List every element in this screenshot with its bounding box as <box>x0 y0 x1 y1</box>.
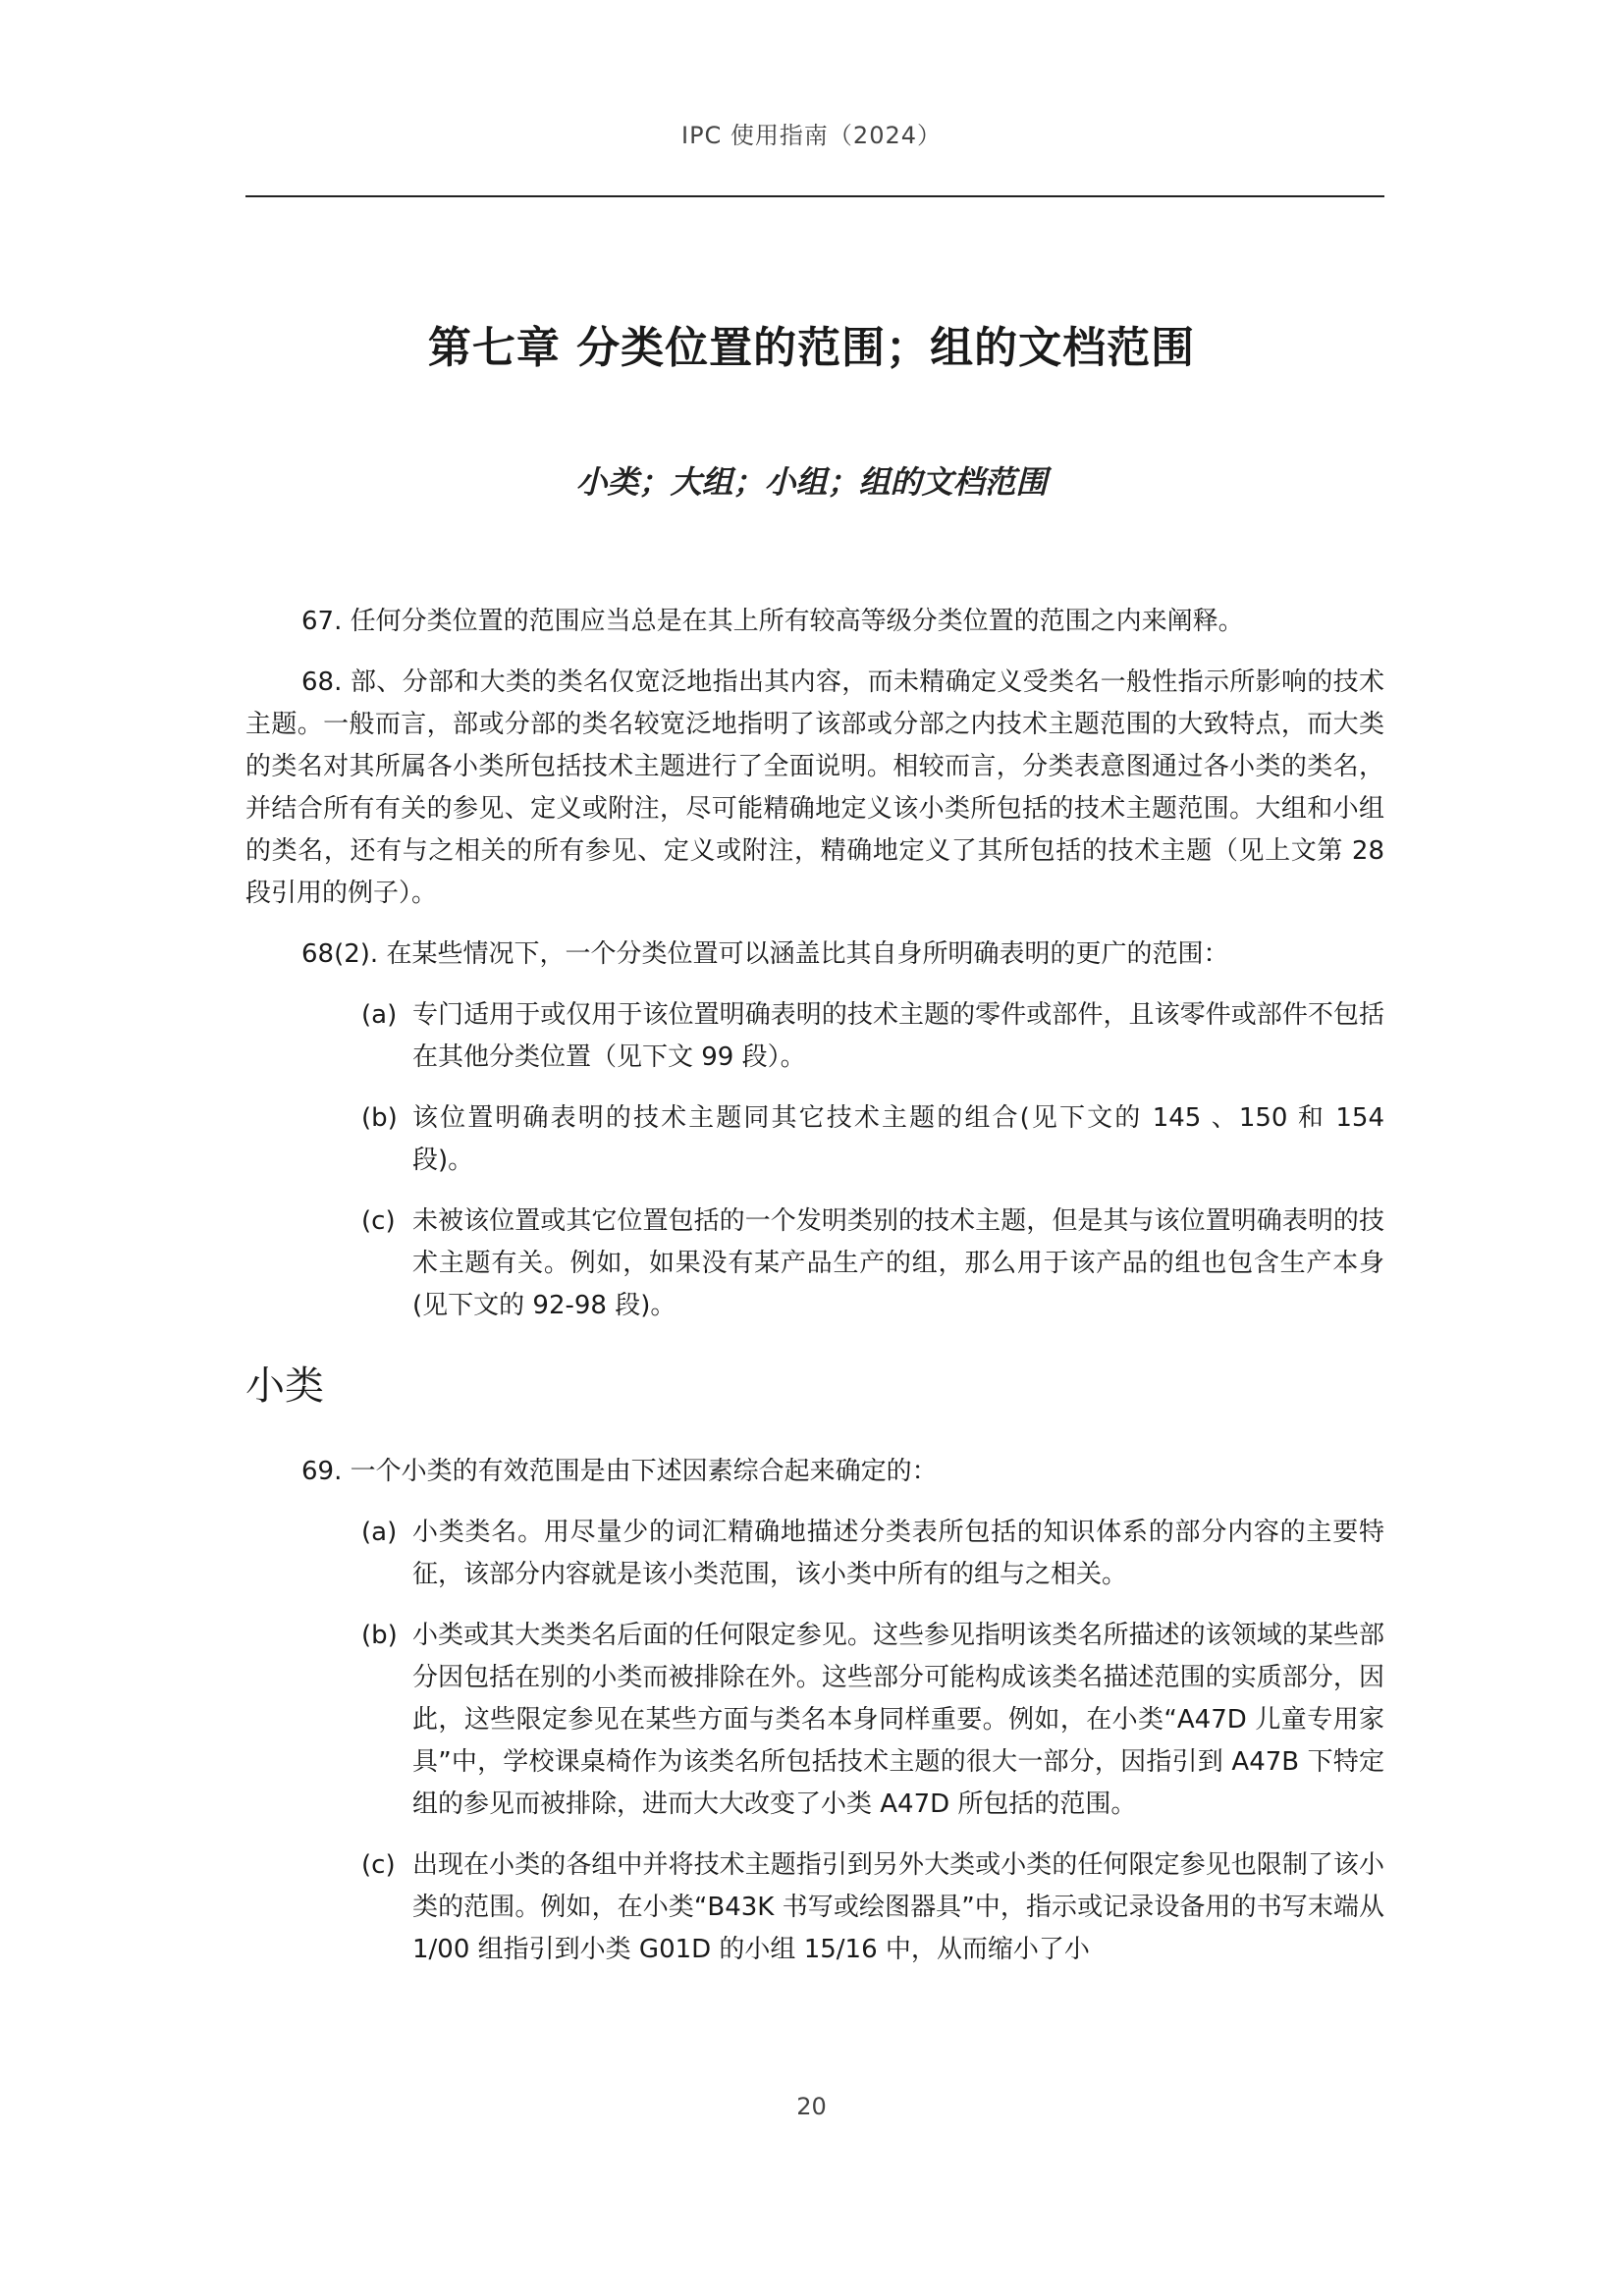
list-item-68-2-c <box>245 1201 1384 1327</box>
list-item-text: 出现在小类的各组中并将技术主题指引到另外大类或小类的任何限定参见也限制了该小类的范围。例如，在小类“B43K 书写或绘图器具”中，指示或记录设备用的书写末端从 1/00 组指引到小类 G01D 的小组 15/16 中，从而缩小了小 <box>412 1850 1384 1964</box>
list-item-label: (a) <box>361 1000 398 1030</box>
paragraph-67: 67. 任何分类位置的范围应当总是在其上所有较高等级分类位置的范围之内来阐释。 <box>301 607 1244 636</box>
list-item-label: (a) <box>361 1518 398 1547</box>
chapter-title: 第七章 分类位置的范围；组的文档范围 <box>427 323 1196 373</box>
paragraph-68-2: 68(2). 在某些情况下，一个分类位置可以涵盖比其自身所明确表明的更广的范围： <box>301 939 1229 969</box>
list-item-69-b <box>245 1615 1384 1826</box>
list-item-label: (c) <box>361 1850 396 1880</box>
list-item-69-c <box>245 1844 1384 1971</box>
chapter-subtitle: 小类；大组；小组；组的文档范围 <box>575 463 1048 501</box>
list-item-text: 该位置明确表明的技术主题同其它技术主题的组合(见下文的 145 、150 和 154 段)。 <box>412 1103 1384 1175</box>
list-item-text: 专门适用于或仅用于该位置明确表明的技术主题的零件或部件，且该零件或部件不包括在其他分类位置（见下文 99 段）。 <box>412 1000 1384 1072</box>
running-header: IPC 使用指南（2024） <box>680 122 942 149</box>
list-item-text: 未被该位置或其它位置包括的一个发明类别的技术主题，但是其与该位置明确表明的技术主题有关。例如，如果没有某产品生产的组，那么用于该产品的组也包含生产本身(见下文的 92-98 段)。 <box>412 1206 1384 1320</box>
list-item-label: (b) <box>361 1103 398 1133</box>
list-item-68-2-b <box>245 1097 1384 1182</box>
section-heading-subclass: 小类 <box>245 1363 324 1409</box>
paragraph-69: 69. 一个小类的有效范围是由下述因素综合起来确定的： <box>301 1457 938 1486</box>
list-item-text: 小类或其大类类名后面的任何限定参见。这些参见指明该类名所描述的该领域的某些部分因包括在别的小类而被排除在外。这些部分可能构成该类名描述范围的实质部分，因此，这些限定参见在某些方面与类名本身同样重要。例如，在小类“A47D 儿童专用家具”中，学校课桌椅作为该类名所包括技术主题的很大一部分，因指引到 A47B 下特定组的参见而被排除，进而大大改变了小类 A47D 所包括的范围。 <box>412 1621 1384 1819</box>
header-divider <box>245 195 1384 197</box>
list-item-label: (b) <box>361 1621 398 1650</box>
page-number: 20 <box>796 2093 827 2120</box>
list-item-text: 小类类名。用尽量少的词汇精确地描述分类表所包括的知识体系的部分内容的主要特征，该部分内容就是该小类范围，该小类中所有的组与之相关。 <box>412 1518 1384 1589</box>
list-item-label: (c) <box>361 1206 396 1236</box>
list-item-69-a <box>245 1512 1384 1596</box>
paragraph-68: 68. 部、分部和大类的类名仅宽泛地指出其内容，而未精确定义受类名一般性指示所影响的技术主题。一般而言，部或分部的类名较宽泛地指明了该部或分部之内技术主题范围的大致特点，而大类的类名对其所属各小类所包括技术主题进行了全面说明。相较而言，分类表意图通过各小类的类名，并结合所有有关的参见、定义或附注，尽可能精确地定义该小类所包括的技术主题范围。大组和小组的类名，还有与之相关的所有参见、定义或附注，精确地定义了其所包括的技术主题（见上文第 28 段引用的例子）。 <box>245 667 1384 908</box>
list-item-68-2-a <box>245 994 1384 1079</box>
body-content <box>245 601 1384 1990</box>
